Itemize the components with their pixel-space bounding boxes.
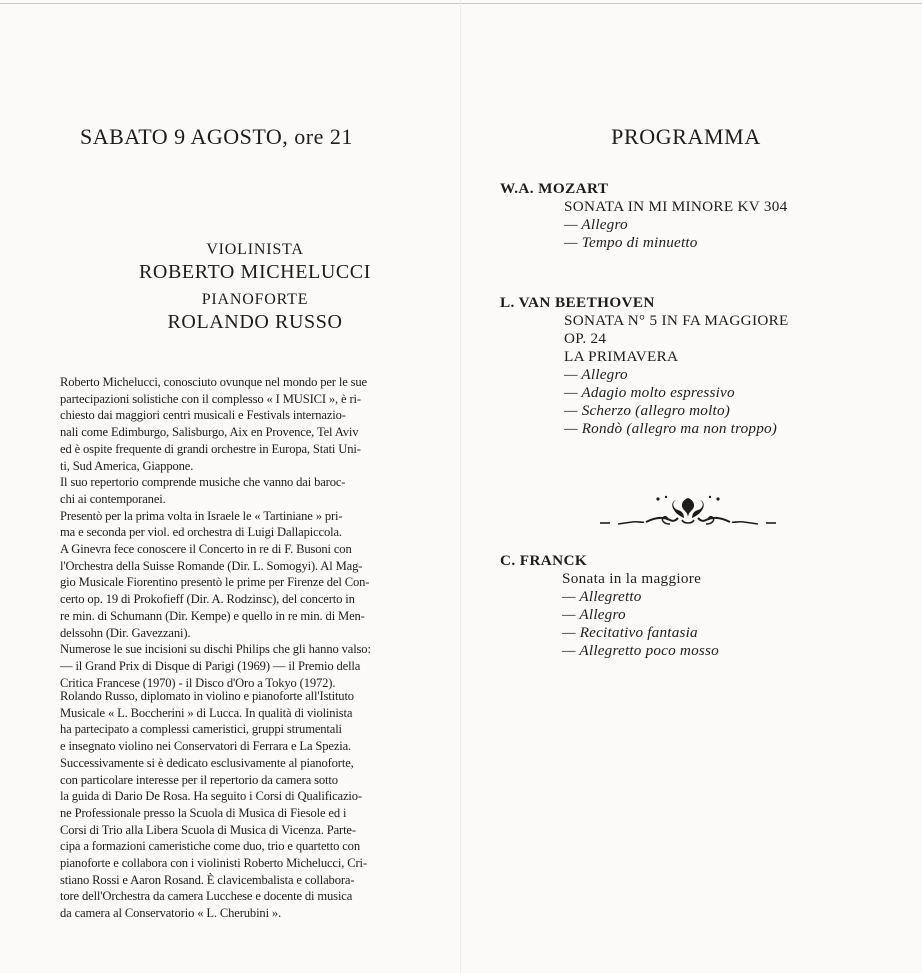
- bio-line: l'Orchestra della Suisse Romande (Dir. L. Somogyi). Al Mag-: [60, 558, 363, 573]
- movement: — Allegro: [564, 366, 628, 383]
- bio-line: ha partecipato a complessi cameristici, gruppi strumentali: [60, 722, 342, 737]
- program-entry-beethoven: [500, 294, 900, 438]
- program-title: PROGRAMMA: [611, 124, 761, 149]
- biography-michelucci: [60, 374, 450, 691]
- bio-line: e insegnato violino nei Conservatori di Ferrara e La Spezia.: [60, 739, 352, 754]
- concert-date: SABATO 9 AGOSTO, ore 21: [80, 124, 353, 149]
- bio-line: la guida di Dario De Rosa. Ha seguito i Corsi di Qualificazio-: [60, 789, 362, 804]
- bio-line: pianoforte e collabora con i violinisti Roberto Michelucci, Cri-: [60, 856, 367, 871]
- composer-name: W.A. MOZART: [500, 180, 609, 197]
- bio-line: con particolare interesse per il repertorio da camera sotto: [60, 772, 338, 787]
- bio-line: Corsi di Trio alla Libera Scuola di Musica di Vicenza. Parte-: [60, 822, 356, 837]
- bio-line: chi ai contemporanei.: [60, 491, 166, 506]
- bio-line: delssohn (Dir. Gavezzani).: [60, 625, 191, 640]
- bio-line: chiesto dai maggiori centri musicali e Festivals internazio-: [60, 408, 346, 423]
- work-title: SONATA N° 5 IN FA MAGGIORE: [564, 312, 789, 329]
- bio-line: re min. di Schumann (Dir. Kempe) e quello in re min. di Men-: [60, 608, 365, 623]
- bio-line: Numerose le sue incisioni su dischi Philips che gli hanno valso:: [60, 642, 371, 657]
- bio-line: ed è ospite frequente di grandi orchestre in Europa, Stati Uni-: [60, 441, 361, 456]
- bio-line: ti, Sud America, Giappone.: [60, 458, 194, 473]
- bio-line: Musicale « L. Boccherini » di Lucca. In qualità di violinista: [60, 705, 353, 720]
- movement: — Allegro: [564, 216, 628, 233]
- bio-line: cipa a formazioni cameristiche come duo, trio e quartetto con: [60, 839, 360, 854]
- composer-name: L. VAN BEETHOVEN: [500, 294, 655, 311]
- work-subtitle: LA PRIMAVERA: [564, 348, 679, 365]
- program-entry-franck: [500, 552, 900, 660]
- movement: — Allegro: [562, 606, 626, 623]
- performer-role-violin: VIOLINISTA: [206, 241, 304, 258]
- performer-name-violin: ROBERTO MICHELUCCI: [138, 261, 372, 283]
- bio-line: partecipazioni solistiche con il complesso « I MUSICI », è ri-: [60, 391, 361, 406]
- work-title: Sonata in la maggiore: [562, 570, 702, 587]
- bio-line: stiano Rossi e Aaron Rosand. È clavicembalista e collabora-: [60, 872, 355, 887]
- bio-line: Critica Francese (1970) - il Disco d'Oro a Tokyo (1972).: [60, 675, 336, 690]
- bio-line: tore dell'Orchestra da camera Lucchese e docente di musica: [60, 889, 353, 904]
- bio-line: Il suo repertorio comprende musiche che vanno dai baroc-: [60, 475, 346, 490]
- bio-line: — il Grand Prix di Disque di Parigi (1969) — il Premio della: [60, 658, 361, 673]
- page-fold: [460, 0, 461, 973]
- movement: — Adagio molto espressivo: [564, 384, 735, 401]
- bio-line: Roberto Michelucci, conosciuto ovunque nel mondo per le sue: [60, 375, 367, 389]
- biography-russo: [60, 688, 450, 922]
- movement: — Allegretto poco mosso: [562, 642, 719, 659]
- bio-line: Presentò per la prima volta in Israele le « Tartiniane » pri-: [60, 508, 343, 523]
- work-title: SONATA IN MI MINORE KV 304: [564, 198, 788, 215]
- bio-line: ma e seconda per viol. ed orchestra di Luigi Dallapiccola.: [60, 525, 342, 540]
- movement: — Tempo di minuetto: [564, 234, 698, 251]
- composer-name: C. FRANCK: [500, 552, 588, 569]
- bio-line: A Ginevra fece conoscere il Concerto in re di F. Busoni con: [60, 542, 352, 557]
- bio-line: ne Professionale presso la Scuola di Musica di Fiesole ed i: [60, 805, 347, 820]
- work-opus: OP. 24: [564, 330, 607, 347]
- bio-line: nali come Edimburgo, Salisburgo, Aix en Provence, Tel Aviv: [60, 425, 359, 440]
- bio-line: Rolando Russo, diplomato in violino e pianoforte all'Istituto: [60, 689, 354, 703]
- floral-ornament-icon: [598, 490, 778, 530]
- performer-credits: [60, 240, 450, 334]
- movement: — Allegretto: [562, 588, 642, 605]
- performer-name-piano: ROLANDO RUSSO: [167, 311, 343, 333]
- bio-line: da camera al Conservatorio « L. Cherubini ».: [60, 906, 282, 921]
- movement: — Rondò (allegro ma non troppo): [564, 420, 778, 437]
- performer-role-piano: PIANOFORTE: [201, 291, 309, 308]
- top-edge-line: [0, 3, 922, 4]
- movement: — Scherzo (allegro molto): [564, 402, 730, 419]
- bio-line: certo op. 19 di Prokofieff (Dir. A. Rodzinsc), del concerto in: [60, 592, 355, 607]
- bio-line: gio Musicale Fiorentino presentò le prime per Firenze del Con-: [60, 575, 370, 590]
- program-entry-mozart: [500, 180, 900, 252]
- bio-line: Successivamente si è dedicato esclusivamente al pianoforte,: [60, 755, 354, 770]
- movement: — Recitativo fantasia: [562, 624, 698, 641]
